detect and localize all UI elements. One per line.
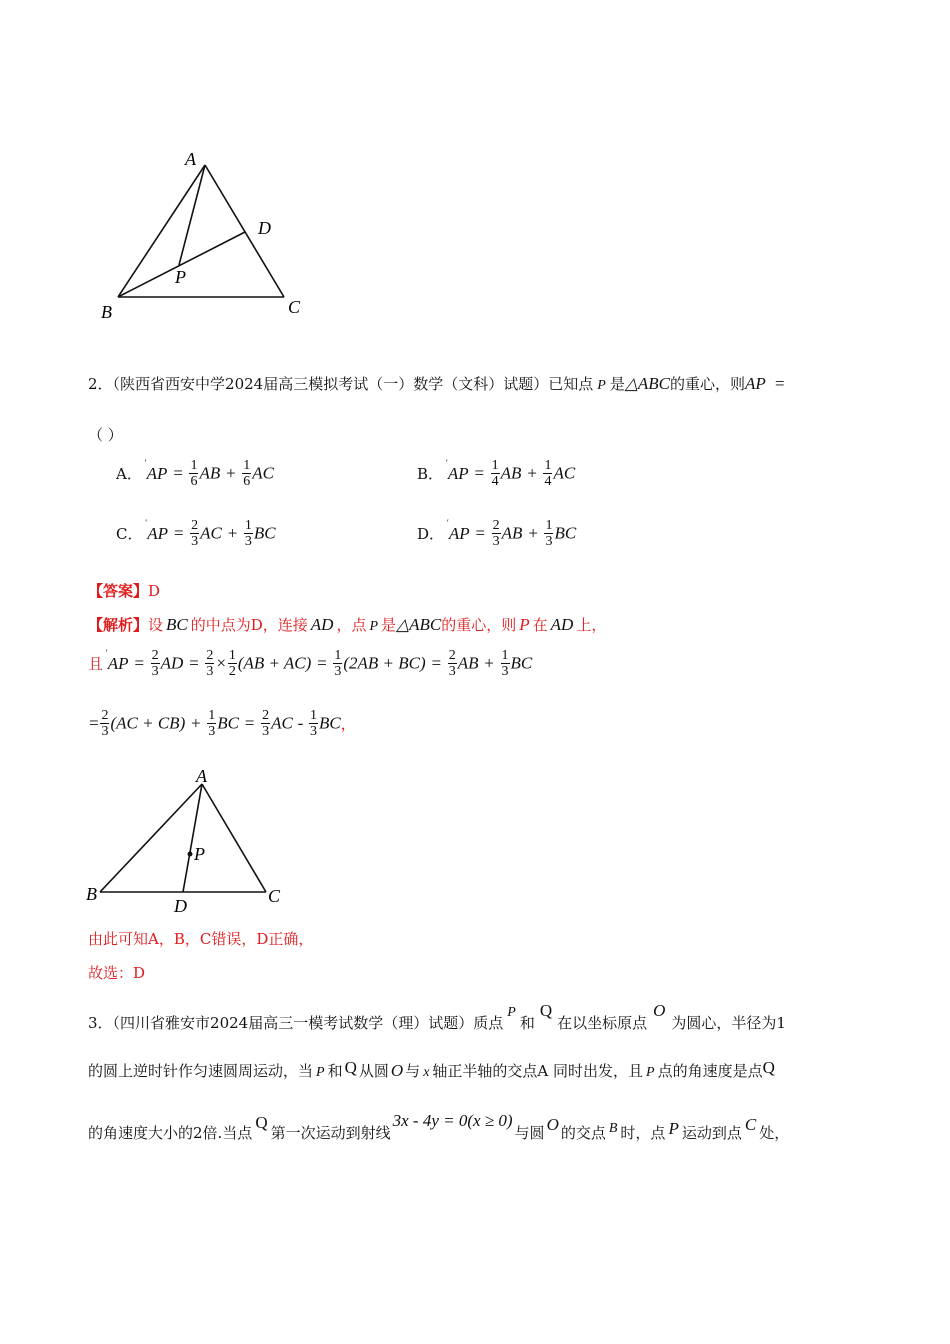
label-p: P: [175, 267, 186, 287]
figure-triangle-2: [82, 762, 302, 922]
label-d: D: [174, 896, 187, 916]
analysis-line-2: 且 ′ AP = $\frac{2}{3}$ AD = $\frac{2}{3}$ × $\frac{1}{2}$ (AB + AC) = $\frac{1}{3}$ (2AB + BC) = $\frac{2}{3}$ AB + $\frac{1}{3}$ BC: [88, 647, 533, 679]
label-a: A: [196, 766, 207, 786]
answer-line: 【答案】D: [88, 582, 161, 600]
label-c: C: [268, 886, 281, 906]
analysis-line-3: = $\frac{2}{3}$ (AC + CB) + $\frac{1}{3}$ BC = $\frac{2}{3}$ AC - $\frac{1}{3}$ BC，: [88, 708, 356, 739]
option-d[interactable]: D． ′ AP = $\frac{2}{3}$ AB + $\frac{1}{3}$ BC: [417, 517, 577, 549]
edge-ab: [100, 784, 202, 892]
label-d: D: [258, 218, 271, 238]
q2-stem: 2．（陕西省西安中学2024届高三模拟考试（一）数学（文科）试题）已知点 P 是△ABC的重心，则AP =: [88, 374, 786, 393]
segment-bd: [118, 232, 245, 297]
final-choice: 故选：D: [88, 964, 146, 982]
label-b: B: [86, 884, 97, 904]
q3-line-2: 的圆上逆时针作匀速圆周运动，当 P 和 Q 从圆 O 与 x 轴正半轴的交点A 同时出发，且 P 点的角速度是点Q: [88, 1058, 775, 1080]
option-a[interactable]: A． ′ AP = $\frac{1}{6}$ AB + $\frac{1}{6}$ AC: [116, 457, 275, 489]
figure-triangle-1: [95, 145, 315, 330]
label-a: A: [185, 149, 196, 169]
conclusion: 由此可知A，B，C错误，D正确，: [88, 930, 314, 948]
analysis-line-1: 【解析】设 BC 的中点为D，连接 AD ，点 P 是△ABC的重心，则 P 在 AD 上，: [88, 615, 607, 634]
edge-ab: [118, 165, 205, 297]
option-c[interactable]: C． ′ AP = $\frac{2}{3}$ AC + $\frac{1}{3}$ BC: [116, 517, 276, 549]
label-p: P: [194, 844, 205, 864]
centroid-point: [188, 852, 193, 857]
q2-answer-blank: （ ）: [88, 426, 123, 444]
q3-line-1: 3．（四川省雅安市2024届高三一模考试数学（理）试题）质点P和Q在以坐标原点O为圆心，半径为1: [88, 1001, 786, 1032]
q3-line-3: 的角速度大小的2倍.当点Q第一次运动到射线3x - 4y = 0(x ≥ 0)与圆 O 的交点 B 时，点 P 运动到点 C 处，: [88, 1111, 790, 1142]
label-b: B: [101, 302, 112, 322]
option-b[interactable]: B． ′ AP = $\frac{1}{4}$ AB + $\frac{1}{4}$ AC: [417, 457, 576, 489]
segment-ap: [179, 165, 205, 265]
edge-ac: [205, 165, 284, 297]
label-c: C: [288, 297, 301, 317]
edge-ac: [202, 784, 266, 892]
